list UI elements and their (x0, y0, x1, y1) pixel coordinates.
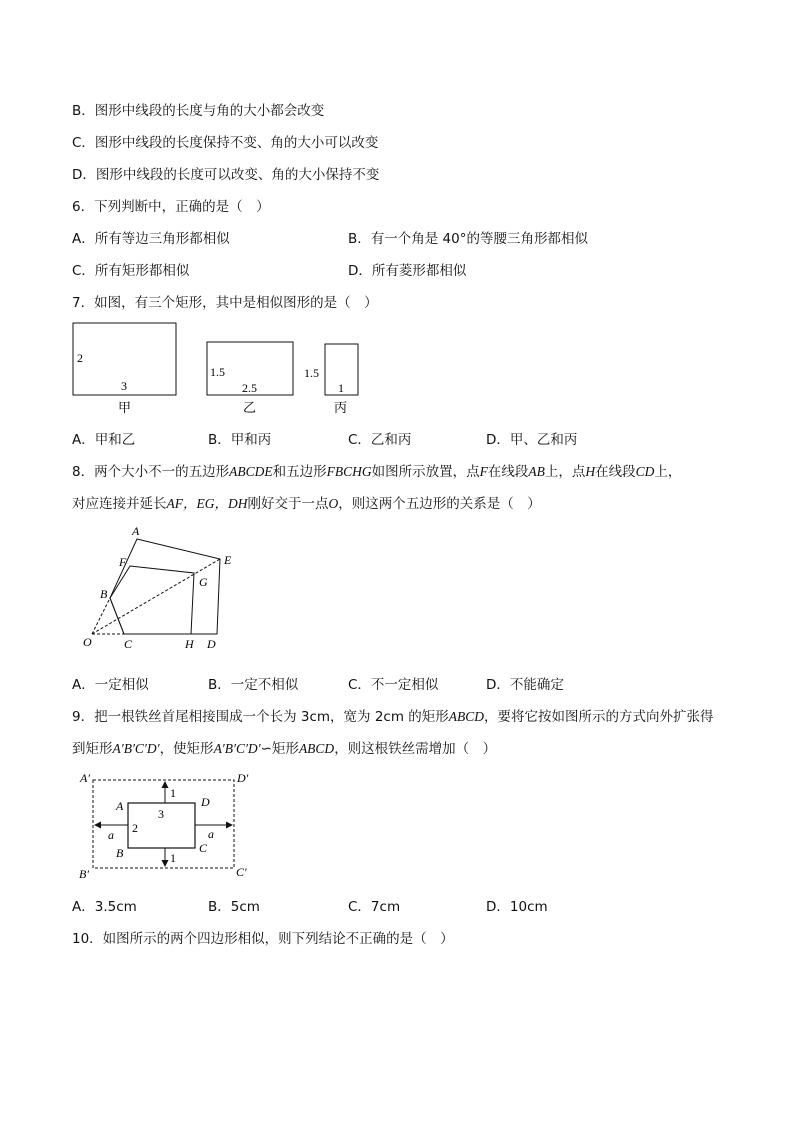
label-right-a: a (208, 827, 214, 841)
q6-option-b: B．有一个角是 40°的等腰三角形都相似 (348, 231, 588, 247)
q8-option-d: D．不能确定 (486, 677, 564, 693)
point-label-a: A (132, 524, 140, 538)
rect-yi-height-label: 1.5 (210, 365, 225, 379)
q9-option-a: A．3.5cm (72, 899, 137, 915)
rect-aprime-bprime-cprime-dprime (93, 780, 234, 868)
label-width-2: 2 (132, 821, 138, 835)
point-label-b: B (116, 846, 124, 860)
rect-bing-name: 丙 (334, 401, 348, 416)
q5-option-b: B．图形中线段的长度与角的大小都会改变 (72, 103, 325, 119)
q6-option-c: C．所有矩形都相似 (72, 263, 190, 279)
q9-stem-line1: 9．把一根铁丝首尾相接围成一个长为 3cm，宽为 2cm 的矩形ABCD，要将它按如图所示的方式向外扩张得 (72, 709, 714, 725)
point-label-a: A (116, 799, 124, 813)
q7-option-d: D．甲、乙和丙 (486, 432, 578, 448)
label-length-3: 3 (158, 807, 164, 821)
q8-option-c: C．不一定相似 (348, 677, 439, 693)
point-label-o: O (83, 635, 92, 649)
pentagon-fbchg (110, 566, 194, 634)
q9-option-c: C．7cm (348, 899, 401, 915)
q7-figure (0, 318, 794, 428)
point-label-aprime: A′ (80, 771, 90, 785)
rect-bing-width-label: 1 (338, 381, 344, 395)
point-label-bprime: B′ (79, 867, 89, 881)
label-bottom-1: 1 (170, 851, 176, 865)
point-label-g: G (199, 575, 208, 589)
q5-option-c: C．图形中线段的长度保持不变、角的大小可以改变 (72, 135, 379, 151)
point-label-h: H (185, 637, 194, 651)
q7-stem: 7．如图，有三个矩形，其中是相似图形的是（ ） (72, 295, 378, 311)
point-label-b: B (100, 587, 108, 601)
q7-option-c: C．乙和丙 (348, 432, 412, 448)
q8-option-b: B．一定不相似 (208, 677, 299, 693)
rect-jia-name: 甲 (118, 401, 132, 416)
rect-yi-width-label: 2.5 (242, 381, 257, 395)
q10-stem: 10．如图所示的两个四边形相似，则下列结论不正确的是（ ） (72, 931, 454, 947)
q9-stem-line2: 到矩形A′B′C′D′，使矩形A′B′C′D′∽矩形ABCD，则这根铁丝需增加（ ） (72, 741, 497, 757)
point-label-c: C (199, 841, 208, 855)
rect-jia-height-label: 2 (77, 351, 83, 365)
point-label-e: E (224, 553, 232, 567)
q8-option-a: A．一定相似 (72, 677, 149, 693)
q6-stem: 6．下列判断中，正确的是（ ） (72, 199, 270, 215)
q6-option-d: D．所有菱形都相似 (348, 263, 467, 279)
point-label-dprime: D′ (237, 771, 249, 785)
q7-option-a: A．甲和乙 (72, 432, 136, 448)
rect-bing-height-label: 1.5 (304, 366, 319, 380)
q9-option-d: D．10cm (486, 899, 548, 915)
q7-option-b: B．甲和丙 (208, 432, 272, 448)
q5-option-d: D．图形中线段的长度可以改变、角的大小保持不变 (72, 167, 380, 183)
label-left-a: a (108, 828, 114, 842)
q9-rectangle-figure (0, 768, 794, 888)
point-label-d: D (201, 795, 210, 809)
point-label-d: D (207, 637, 216, 651)
q6-option-a: A．所有等边三角形都相似 (72, 231, 230, 247)
q8-stem-line1: 8．两个大小不一的五边形ABCDE和五边形FBCHG如图所示放置，点F在线段AB上，点H在线段CD上， (72, 464, 682, 480)
point-label-c: C (124, 637, 133, 651)
q8-pentagon-figure (0, 526, 794, 656)
label-top-1: 1 (170, 786, 176, 800)
rect-jia-width-label: 3 (121, 379, 127, 393)
q8-stem-line2: 对应连接并延长AF，EG，DH刚好交于一点O，则这两个五边形的关系是（ ） (72, 496, 541, 512)
q9-option-b: B．5cm (208, 899, 260, 915)
rect-yi-name: 乙 (243, 401, 257, 416)
point-label-cprime: C′ (236, 865, 247, 879)
point-label-f: F (119, 555, 127, 569)
